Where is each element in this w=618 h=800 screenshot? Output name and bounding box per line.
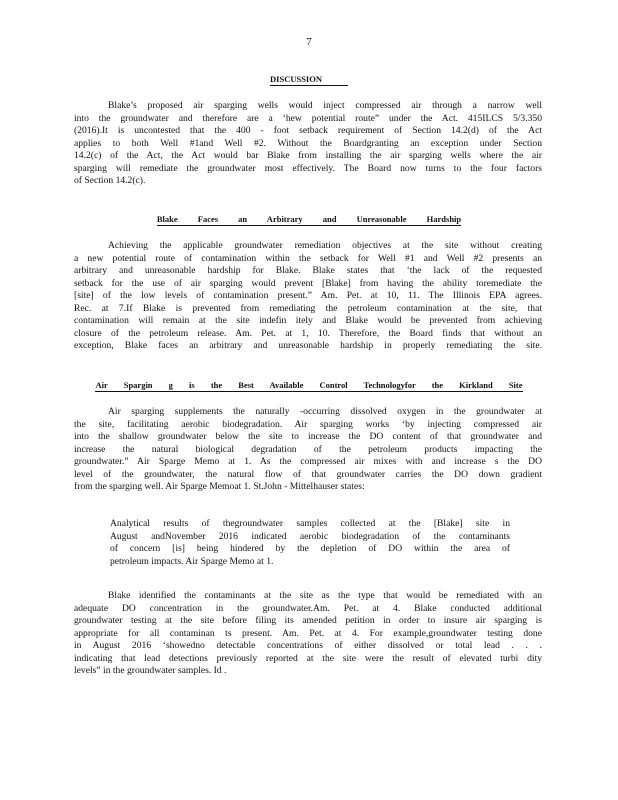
block-quote — [110, 518, 510, 568]
heading-hardship-text: Blake Faces an Arbitrary and Unreasonable Hardship — [156, 214, 462, 224]
text-line: of Section 14.2(c). — [74, 175, 146, 186]
text-line: Rec. at 7.If Blake is prevented from remediating the petroleum contamination at the site, that — [74, 302, 542, 314]
text-line: (2016).It is uncontested that the 400 - foot setback requirement of Section 14.2(d) of the Act — [74, 125, 542, 136]
text-line: a new potential route of contamination within the setback for Well #1 and Well #2 presents an — [74, 252, 542, 264]
text-line: sparging will remediate the groundwater most effectively. The Board now turns to the four factors — [74, 162, 542, 174]
text-line: of concern [is] being hindered by the depletion of DO within the area of — [110, 543, 510, 554]
text-line: level of the groundwater, the natural flow of that groundwater carries the DO down gradient — [74, 468, 542, 480]
heading-discussion — [0, 74, 618, 86]
text-line: exception, Blake faces an arbitrary and unreasonable hardship in properly remediating the site. — [74, 340, 542, 351]
text-line: 14.2(c) of the Act, the Act would bar Blake from installing the air sparging wells where the air — [74, 150, 542, 161]
paragraph-air-sparging — [74, 406, 542, 494]
text-line: applies to both Well #1and Well #2. Without the Boardgranting an exception under Section — [74, 137, 542, 149]
text-line: Achieving the applicable groundwater remediation objectives at the site without creating — [108, 240, 542, 251]
text-line: from the sparging well. Air Sparge Memoat 1. St.John - Mittelhauser states: — [74, 481, 365, 492]
heading-discussion-text: DISCUSSION — [270, 74, 348, 86]
text-line: [site] of the low levels of contamination present.” Am. Pet. at 10, 11. The Illinois EPA agrees. — [74, 290, 542, 301]
paragraph-contaminants — [74, 590, 542, 678]
paragraph-intro — [74, 100, 542, 188]
text-line: Blake’s proposed air sparging wells would inject compressed air through a narrow well — [108, 100, 542, 111]
text-line: August andNovember 2016 indicated aerobic biodegradation of the contaminants — [110, 530, 510, 542]
text-line: the site, facilitating aerobic biodegradation. Air sparging works ‘by injecting compressed air — [74, 418, 542, 430]
text-line: Air sparging supplements the naturally -occurring dissolved oxygen in the groundwater at — [108, 406, 542, 417]
text-line: levels” in the groundwater samples. Id . — [74, 665, 227, 676]
heading-technology-text: Air Spargin g is the Best Available Control Technologyfor the Kirkland Site — [95, 380, 523, 390]
text-line: in August 2016 ‘showedno detectable concentrations of either dissolved or total lead . . . — [74, 640, 542, 651]
text-line: petroleum impacts. Air Sparge Memo at 1. — [110, 555, 274, 567]
text-line: contamination will remain at the site indefin itely and Blake would be prevented from achieving — [74, 315, 542, 326]
page-number: 7 — [306, 36, 312, 48]
heading-technology — [0, 380, 618, 392]
text-line: increase the natural biological degradation of the petroleum products impacting the — [74, 443, 542, 455]
text-line: adequate DO concentration in the groundwater.Am. Pet. at 4. Blake conducted additional — [74, 602, 542, 614]
text-line: into the shallow groundwater below the site to increase the DO content of that groundwater and — [74, 431, 542, 442]
heading-hardship — [0, 214, 618, 226]
text-line: into the groundwater and therefore are a ‘hew potential route” under the Act. 415ILCS 5/3.350 — [74, 112, 542, 124]
text-line: indicating that lead detections previously reported at the site were the result of elevated turbi dity — [74, 652, 542, 664]
text-line: arbitrary and unreasonable hardship for Blake. Blake states that ‘the lack of the requested — [74, 265, 542, 276]
text-line: Analytical results of thegroundwater samples collected at the [Blake] site in — [110, 518, 510, 529]
text-line: Blake identified the contaminants at the site as the type that would be remediated with an — [108, 590, 542, 601]
text-line: groundwater testing at the site before filing its amended petition in order to insure air sparging is — [74, 615, 542, 626]
text-line: closure of the petroleum release. Am. Pet. at 1, 10. Therefore, the Board finds that without an — [74, 327, 542, 339]
text-line: appropriate for all contaminan ts present. Am. Pet. at 4. For example,groundwater testing done — [74, 627, 542, 639]
text-line: setback for the use of air sparging would prevent [Blake] from having the ability toremediate the — [74, 277, 542, 289]
text-line: groundwater.” Air Sparge Memo at 1. As the compressed air mixes with and increase s the DO — [74, 456, 542, 467]
paragraph-hardship — [74, 240, 542, 353]
